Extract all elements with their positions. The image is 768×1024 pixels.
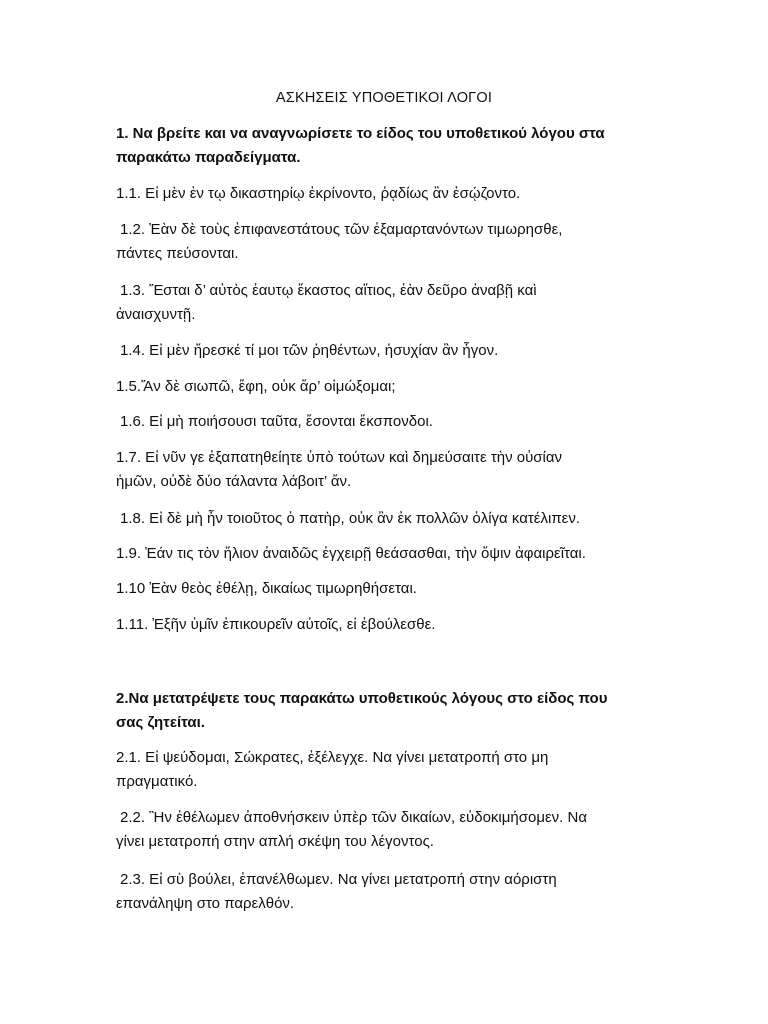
- exercise-item: [116, 279, 660, 327]
- exercise-item: [116, 577, 656, 601]
- exercise-line: 1.4. Εἰ μὲν ἤρεσκέ τί μοι τῶν ῥηθέντων, ἡσυχίαν ἂν ἦγον.: [120, 342, 499, 359]
- exercise-item: [116, 613, 656, 637]
- exercise-item: [116, 806, 660, 854]
- section2-heading-line: 2.Να μετατρέψετε τους παρακάτω υποθετικούς λόγους στο είδος που: [116, 690, 608, 707]
- exercise-line: 1.11. Ἐξῆν ὑμῖν ἐπικουρεῖν αὐτοῖς, εἰ ἐβούλεσθε.: [116, 616, 436, 633]
- exercise-line: πάντες πεύσονται.: [116, 245, 239, 262]
- exercise-item: [116, 182, 656, 206]
- exercise-line: 2.1. Εἰ ψεύδομαι, Σώκρατες, ἐξέλεγχε. Να γίνει μετατροπή στο μη: [116, 749, 549, 766]
- exercise-item: [116, 375, 656, 399]
- exercise-line: 1.10 Ἐὰν θεὸς ἐθέλῃ, δικαίως τιμωρηθήσεται.: [116, 580, 417, 597]
- document-title: ΑΣΚΗΣΕΙΣ ΥΠΟΘΕΤΙΚΟΙ ΛΟΓΟΙ: [275, 90, 493, 106]
- exercise-line: 1.6. Εἰ μὴ ποιήσουσι ταῦτα, ἔσονται ἔκσπονδοι.: [120, 413, 433, 430]
- section1-heading-line: 1. Να βρείτε και να αναγνωρίσετε το είδος του υποθετικού λόγου στα: [116, 125, 605, 142]
- exercise-item: [120, 339, 660, 363]
- exercise-line: 1.2. Ἐὰν δὲ τοὺς ἐπιφανεστάτους τῶν ἐξαμαρτανόντων τιμωρησθε,: [120, 221, 563, 238]
- exercise-item: [120, 507, 660, 531]
- exercise-item: [116, 446, 656, 494]
- exercise-line: γίνει μετατροπή στην απλή σκέψη του λέγοντος.: [116, 833, 434, 850]
- exercise-line: 1.7. Εἰ νῦν γε ἐξαπατηθείητε ὑπὸ τούτων καὶ δημεύσαιτε τὴν οὐσίαν: [116, 449, 563, 466]
- exercise-item: [116, 868, 660, 916]
- exercise-line: επανάληψη στο παρελθόν.: [116, 895, 295, 912]
- section1-heading: [116, 122, 656, 170]
- section2-heading-line: σας ζητείται.: [116, 714, 205, 731]
- exercise-line: 2.2. Ἢν ἐθέλωμεν ἀποθνήσκειν ὑπὲρ τῶν δικαίων, εὐδοκιμήσομεν. Να: [120, 809, 588, 826]
- exercise-item: [116, 542, 656, 566]
- section1-heading-line: παρακάτω παραδείγματα.: [116, 149, 301, 166]
- exercise-line: 1.8. Εἰ δὲ μὴ ἦν τοιοῦτος ὁ πατὴρ, οὐκ ἂν ἐκ πολλῶν ὀλίγα κατέλιπεν.: [120, 510, 581, 527]
- exercise-line: 1.5.Ἄν δὲ σιωπῶ, ἔφη, οὐκ ἄρ’ οἰμώξομαι;: [116, 378, 396, 395]
- exercise-line: 2.3. Εἰ σὺ βούλει, ἐπανέλθωμεν. Να γίνει μετατροπή στην αόριστη: [120, 871, 557, 888]
- exercise-line: 1.3. Ἔσται δ’ αὐτὸς ἑαυτῳ ἕκαστος αἴτιος, ἐὰν δεῦρο ἀναβῇ καὶ: [120, 282, 537, 299]
- exercise-line: ἡμῶν, οὐδὲ δύο τάλαντα λάβοιτ’ ἄν.: [116, 473, 352, 490]
- exercise-line: πραγματικό.: [116, 773, 198, 790]
- exercise-item: [120, 410, 660, 434]
- exercise-line: 1.9. Ἐάν τις τὸν ἥλιον ἀναιδῶς ἐγχειρῇ θεάσασθαι, τὴν ὄψιν ἀφαιρεῖται.: [116, 545, 586, 562]
- section2-heading: [116, 687, 656, 735]
- exercise-item: [116, 746, 656, 794]
- exercise-line: ἀναισχυντῇ.: [116, 306, 196, 323]
- exercise-item: [116, 218, 660, 266]
- exercise-line: 1.1. Εἰ μὲν ἐν τῳ δικαστηρίῳ ἐκρίνοντο, ῥᾳδίως ἂν ἐσῴζοντο.: [116, 185, 521, 202]
